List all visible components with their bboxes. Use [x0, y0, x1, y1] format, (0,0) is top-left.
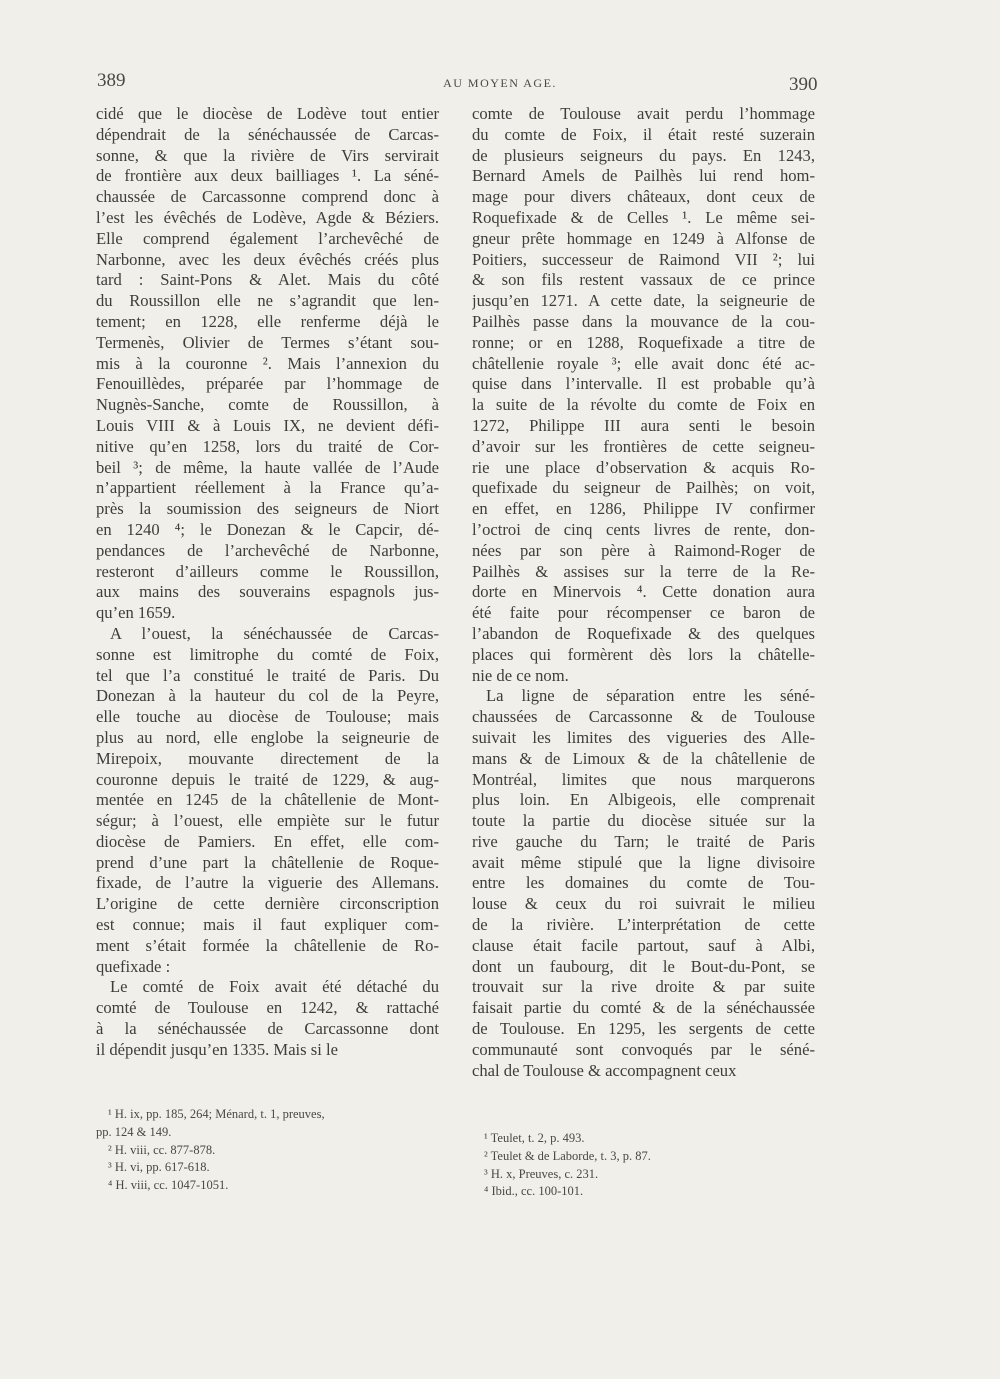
text-line: jusqu’en 1271. A cette date, la seigneurie de — [472, 291, 815, 311]
text-line: elle touche au diocèse de Toulouse; mais — [96, 707, 439, 727]
text-line: resteront d’ailleurs comme le Roussillon, — [96, 561, 439, 581]
text-line: est connue; mais il faut expliquer com- — [96, 915, 439, 935]
text-line: nitive qu’en 1258, lors du traité de Cor- — [96, 436, 439, 456]
footnote: ³ H. vi, pp. 617-618. — [108, 1160, 210, 1175]
text-line: dépendrait de la sénéchaussée de Carcas- — [96, 124, 439, 144]
text-line: plus loin. En Albigeois, elle comprenait — [472, 790, 815, 810]
text-line: places qui formèrent dès lors la châtelle- — [472, 644, 815, 664]
text-line: comte de Toulouse avait perdu l’hommage — [472, 104, 815, 123]
text-line: l’abandon de Roquefixade & des quelques — [472, 623, 815, 643]
text-line: qu’en 1659. — [96, 603, 176, 623]
text-line: prend d’une part la châtellenie de Roque- — [96, 852, 439, 872]
text-line: Narbonne, avec les deux évêchés créés plus — [96, 249, 439, 269]
text-line: tement; en 1228, elle renferme déjà le — [96, 311, 439, 331]
text-line: à la sénéchaussée de Carcassonne dont — [96, 1019, 439, 1039]
text-line: été faite pour récompenser ce baron de — [472, 603, 815, 623]
text-line: d’avoir sur les frontières de cette seigneu- — [472, 436, 815, 456]
text-line: ment s’était formée la châtellenie de Ro- — [96, 935, 439, 955]
page-number-left: 389 — [97, 70, 126, 91]
text-line: de plusieurs seigneurs du pays. En 1243, — [472, 145, 815, 165]
text-line: La ligne de séparation entre les séné- — [486, 686, 815, 706]
page-number-right: 390 — [789, 74, 818, 95]
text-line: de frontière aux deux bailliages ¹. La séné- — [96, 166, 439, 186]
text-line: en 1240 ⁴; le Donezan & le Capcir, dé- — [96, 519, 439, 539]
text-line: communauté sont convoqués par le séné- — [472, 1039, 815, 1059]
text-line: comté de Toulouse en 1242, & rattaché — [96, 998, 439, 1018]
text-line: Termenès, Olivier de Termes s’étant sou- — [96, 332, 439, 352]
text-line: trouvait sur la rive droite & par suite — [472, 977, 815, 997]
text-line: quefixade du seigneur de Pailhès; on voit, — [472, 478, 815, 498]
footnote: ⁴ H. viii, cc. 1047-1051. — [108, 1178, 229, 1193]
text-line: Pailhès & assises sur la terre de la Re- — [472, 561, 815, 581]
footnote: ³ H. x, Preuves, c. 231. — [484, 1166, 599, 1181]
text-line: de la rivière. L’interprétation de cette — [472, 915, 815, 935]
text-line: plus au nord, elle englobe la seigneurie de — [96, 727, 439, 747]
text-line: chaussées de Carcassonne & de Toulouse — [472, 707, 815, 727]
text-line: châtellenie royale ³; elle avait donc été ac- — [472, 353, 815, 373]
text-line: quefixade : — [96, 956, 171, 976]
text-line: mis à la couronne ². Mais l’annexion du — [96, 353, 439, 373]
text-line: Fenouillèdes, préparée par l’hommage de — [96, 374, 439, 394]
text-line: tel que l’a constitué le traité de Paris. Du — [96, 665, 439, 685]
text-line: Le comté de Foix avait été détaché du — [110, 977, 439, 997]
text-line: l’octroi de cinq cents livres de rente, don- — [472, 519, 815, 539]
text-line: Poitiers, successeur de Raimond VII ²; lui — [472, 249, 815, 269]
text-line: rive gauche du Tarn; le traité de Paris — [472, 831, 815, 851]
left-text-column — [96, 104, 439, 1061]
text-line: en effet, en 1286, Philippe IV confirmer — [472, 499, 815, 519]
running-head: AU MOYEN AGE. — [443, 76, 557, 90]
text-line: suivait les limites des vigueries des Alle- — [472, 727, 815, 747]
text-line: fixade, de l’autre la viguerie des Allemans. — [96, 873, 439, 893]
text-line: mans & de Limoux & de la châtellenie de — [472, 748, 815, 768]
text-line: couronne depuis le traité de 1229, & aug- — [96, 769, 439, 789]
footnote: ¹ Teulet, t. 2, p. 493. — [484, 1131, 585, 1145]
text-line: Donezan à la hauteur du col de la Peyre, — [96, 686, 439, 706]
footnote: ⁴ Ibid., cc. 100-101. — [484, 1184, 584, 1199]
text-line: près la soumission des seigneurs de Niort — [96, 499, 439, 519]
text-line: avait même stipulé que la ligne divisoire — [472, 852, 815, 872]
footnote: ² H. viii, cc. 877-878. — [108, 1142, 216, 1157]
text-line: & son fils restent vassaux de ce prince — [472, 270, 815, 290]
text-line: toute la partie du diocèse située sur la — [472, 811, 815, 831]
text-line: Mirepoix, mouvante directement de la — [96, 748, 439, 768]
left-footnotes — [96, 1106, 446, 1195]
text-line: ségur; à l’ouest, elle empiète sur le futur — [96, 811, 439, 831]
text-line: la suite de la révolte du comte de Foix en — [472, 395, 815, 415]
text-line: A l’ouest, la sénéchaussée de Carcas- — [110, 623, 439, 643]
footnote: pp. 124 & 149. — [96, 1124, 172, 1139]
text-line: mage pour divers châteaux, dont ceux de — [472, 187, 815, 207]
text-line: mentée en 1245 de la châtellenie de Mont- — [96, 790, 439, 810]
footnote: ² Teulet & de Laborde, t. 3, p. 87. — [484, 1148, 651, 1163]
text-line: de Toulouse. En 1295, les sergents de cette — [472, 1019, 815, 1039]
text-line: dorte en Minervois ⁴. Cette donation aura — [472, 582, 815, 602]
text-line: Louis VIII & à Louis IX, ne devient défi- — [96, 415, 439, 435]
text-line: L’origine de cette dernière circonscription — [96, 894, 439, 914]
text-line: Montréal, limites que nous marquerons — [472, 769, 815, 789]
text-line: Roquefixade & de Celles ¹. Le même sei- — [472, 207, 815, 227]
text-line: nie de ce nom. — [472, 665, 569, 685]
text-line: chal de Toulouse & accompagnent ceux — [472, 1060, 737, 1080]
text-line: entre les domaines du comte de Tou- — [472, 873, 815, 893]
right-text-column — [472, 104, 815, 1081]
text-line: dont un faubourg, dit le Bout-du-Pont, se — [472, 956, 815, 976]
text-line: du Roussillon elle ne s’agrandit que len- — [96, 291, 439, 311]
text-line: louse & ceux du roi suivrait le milieu — [472, 894, 815, 914]
text-line: beil ³; de même, la haute vallée de l’Aude — [96, 457, 439, 477]
text-line: faisait partie du comté & de la sénéchaussée — [472, 998, 815, 1018]
text-line: du comte de Foix, il était resté suzerain — [472, 124, 815, 144]
text-line: clause était facile partout, sauf à Albi, — [472, 935, 815, 955]
text-line: l’est les évêchés de Lodève, Agde & Béziers. — [96, 207, 439, 227]
text-line: n’appartient réellement à la France qu’a- — [96, 478, 439, 498]
text-line: Elle comprend également l’archevêché de — [96, 228, 439, 248]
text-line: diocèse de Pamiers. En effet, elle com- — [96, 831, 439, 851]
text-line: Nugnès-Sanche, comte de Roussillon, à — [96, 395, 439, 415]
text-line: ronne; or en 1288, Roquefixade a titre de — [472, 332, 815, 352]
text-line: gneur prête hommage en 1249 à Alfonse de — [472, 228, 815, 248]
text-line: rie une place d’observation & acquis Ro- — [472, 457, 815, 477]
text-line: cidé que le diocèse de Lodève tout entier — [96, 104, 439, 123]
text-line: chaussée de Carcassonne comprend donc à — [96, 187, 439, 207]
text-line: Pailhès passe dans la mouvance de la cou- — [472, 311, 815, 331]
text-line: il dépendit jusqu’en 1335. Mais si le — [96, 1039, 338, 1059]
text-line: 1272, Philippe III aura senti le besoin — [472, 415, 815, 435]
text-line: quise dans l’intervalle. Il est probable qu’à — [472, 374, 815, 394]
footnote: ¹ H. ix, pp. 185, 264; Ménard, t. 1, preuves, — [108, 1107, 325, 1121]
text-line: aux mains des souverains espagnols jus- — [96, 582, 439, 602]
text-line: Bernard Amels de Pailhès lui rend hom- — [472, 166, 815, 186]
text-line: tard : Saint-Pons & Alet. Mais du côté — [96, 270, 439, 290]
text-line: pendances de l’archevêché de Narbonne, — [96, 540, 439, 560]
right-footnotes — [472, 1130, 822, 1201]
text-line: sonne, & que la rivière de Virs servirait — [96, 145, 439, 165]
text-line: sonne est limitrophe du comté de Foix, — [96, 644, 439, 664]
text-line: nées par son père à Raimond-Roger de — [472, 540, 815, 560]
